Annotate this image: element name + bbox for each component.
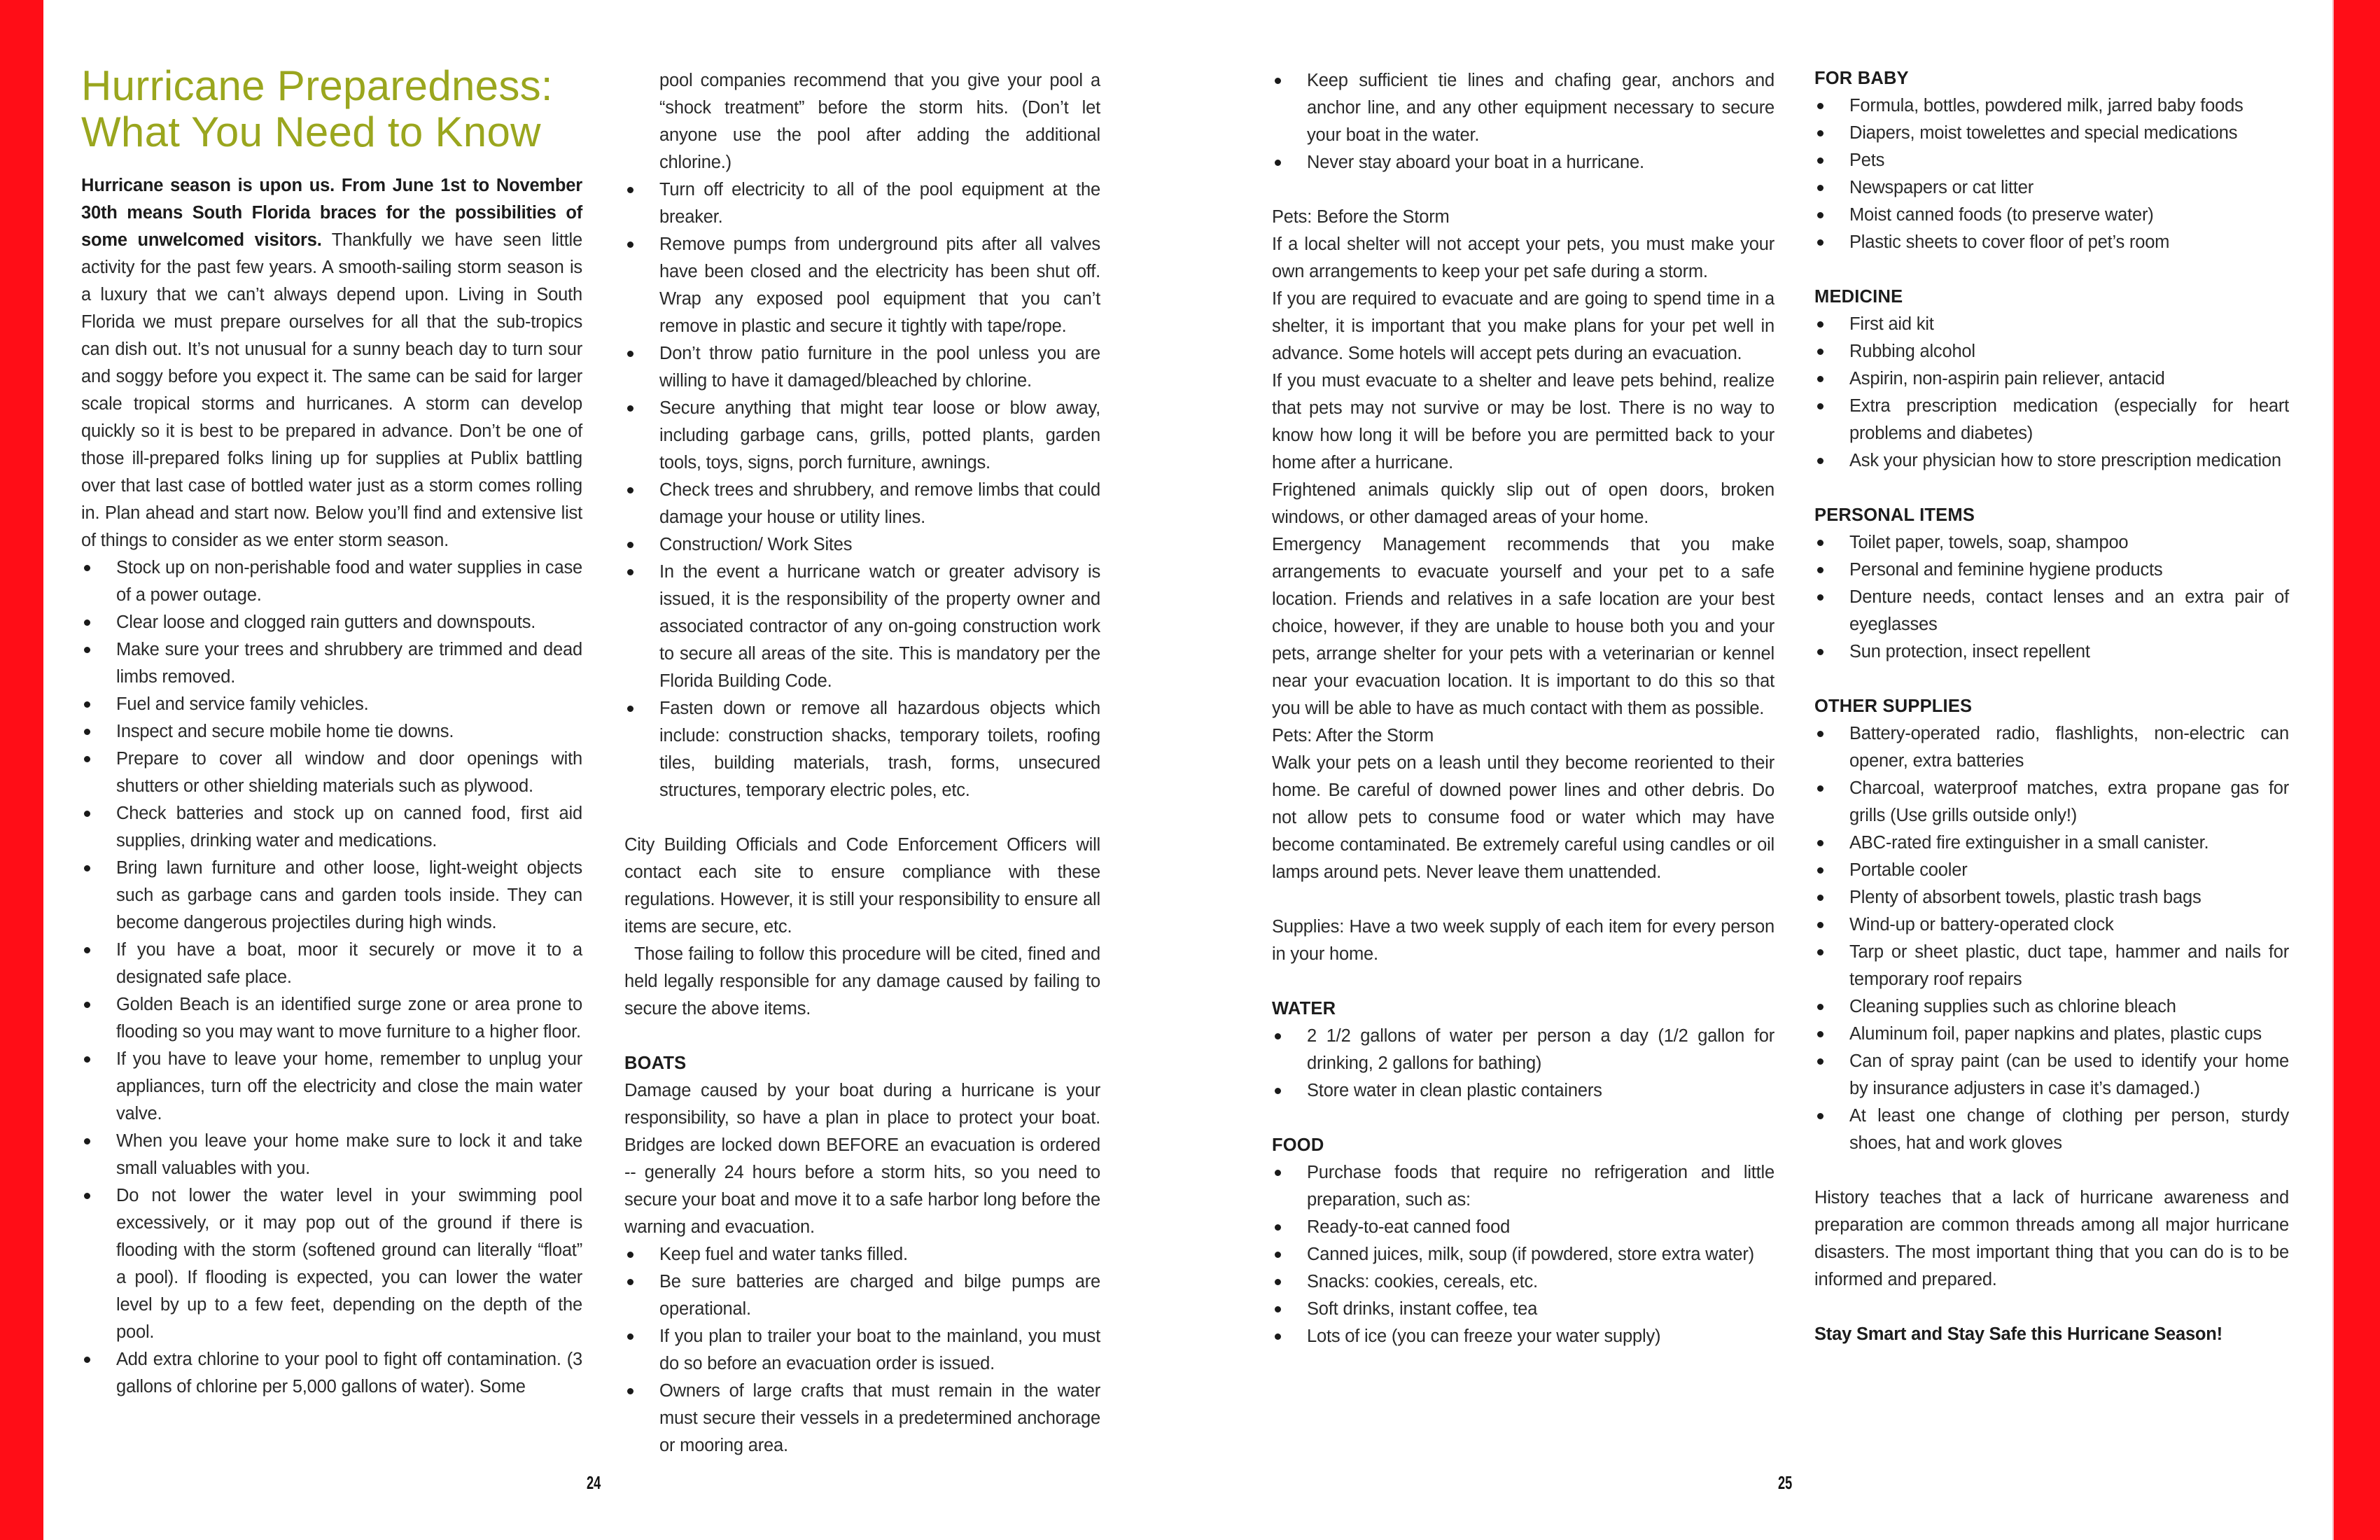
list-item: Portable cooler xyxy=(1814,857,2289,884)
list-item: Ask your physician how to store prescription medication xyxy=(1814,447,2289,475)
failing-paragraph: Those failing to follow this procedure will be cited, fined and held legally responsible for any damage caused by failing to secure the above items. xyxy=(624,944,1100,1018)
list-item: Plenty of absorbent towels, plastic trash bags xyxy=(1814,884,2289,911)
boats-paragraph: Damage caused by your boat during a hurricane is your responsibility, so have a plan in place to protect your boat. Bridges are locked down BEFORE an evacuation is ordered -- generally 24 hours before a storm hits, so you need to secure your boat and move it to a safe harbor long before the warning and evacuation. xyxy=(624,1081,1100,1237)
left-red-edge-bar xyxy=(0,0,43,1540)
other-supplies-heading: OTHER SUPPLIES xyxy=(1814,696,1973,716)
list-item: Golden Beach is an identified surge zone or area prone to flooding so you may want to move furniture to a higher floor. xyxy=(81,991,582,1046)
list-item: Stock up on non-perishable food and water supplies in case of a power outage. xyxy=(81,554,582,609)
list-item: Battery-operated radio, flashlights, non-electric can opener, extra batteries xyxy=(1814,720,2289,775)
list-item: Keep sufficient tie lines and chafing gear, anchors and anchor line, and any other equipment necessary to secure your boat in the water. xyxy=(1272,67,1774,149)
list-item: Diapers, moist towelettes and special medications xyxy=(1814,120,2289,147)
page-number-right: 25 xyxy=(1778,1472,1793,1493)
list-item: Charcoal, waterproof matches, extra propane gas for grills (Use grills outside only!) xyxy=(1814,775,2289,830)
medicine-heading: MEDICINE xyxy=(1814,287,1903,307)
list-item: In the event a hurricane watch or greater advisory is issued, it is the responsibility of the property owner and associated contractor of any on-going construction work to secure all areas of the site. This is mandatory per the Florida Building Code. xyxy=(624,559,1100,695)
title-line1: Hurricane Preparedness: xyxy=(81,62,553,109)
right-red-edge-bar xyxy=(2334,0,2380,1540)
list-item: Lots of ice (you can freeze your water supply) xyxy=(1272,1323,1774,1350)
page24-column2 xyxy=(624,67,1100,1460)
list-item: Turn off electricity to all of the pool equipment at the breaker. xyxy=(624,176,1100,231)
food-list xyxy=(1272,1159,1774,1350)
list-item: Bring lawn furniture and other loose, light-weight objects such as garbage cans and garden tools inside. They can become dangerous projectiles during high winds. xyxy=(81,855,582,937)
list-item: Cleaning supplies such as chlorine bleach xyxy=(1814,993,2289,1021)
list-item: Never stay aboard your boat in a hurricane. xyxy=(1272,149,1774,176)
pets-before-paragraph: Emergency Management recommends that you make arrangements to evacuate yourself and your pet to a safe location. Friends and relatives in a safe location are your best choice, however, if they are unable to house both you and your pets, arrange shelter for your pets with a veterinarian or kennel near your evacuation location. It is important to do this so that you will be able to have as much contact with them as possible. xyxy=(1272,535,1774,718)
boats-heading: BOATS xyxy=(624,1054,687,1073)
intro-text: Thankfully we have seen little activity for the past few years. A smooth-sailing storm season is a luxury that we can’t always depend upon. Living in South Florida we must prepare ourselves for all that the sub-tropics can dish out. It’s not unusual for a sunny beach day to turn sour and soggy before you expect it. The same can be said for larger scale tropical storms and hurricanes. A storm can develop quickly so it is best to be prepared in advance. Don’t be one of those ill-prepared folks lining up for supplies at Publix battling over that last case of bottled water just as a storm comes rolling in. Plan ahead and start now. Below you’ll find and extensive list of things to consider as we enter storm season. xyxy=(81,230,582,550)
list-item: Extra prescription medication (especially for heart problems and diabetes) xyxy=(1814,393,2289,447)
list-item: Toilet paper, towels, soap, shampoo xyxy=(1814,529,2289,556)
supplies-paragraph: Supplies: Have a two week supply of each item for every person in your home. xyxy=(1272,917,1774,964)
baby-heading: FOR BABY xyxy=(1814,69,1909,88)
page25-column2 xyxy=(1814,65,2289,1348)
personal-items-heading: PERSONAL ITEMS xyxy=(1814,505,1975,525)
list-item: Secure anything that might tear loose or blow away, including garbage cans, grills, potted plants, garden tools, toys, signs, porch furniture, awnings. xyxy=(624,395,1100,477)
list-item: When you leave your home make sure to lock it and take small valuables with you. xyxy=(81,1128,582,1182)
list-item: ABC-rated fire extinguisher in a small canister. xyxy=(1814,830,2289,857)
article-title xyxy=(81,63,582,155)
boats-list-continued xyxy=(1272,67,1774,176)
list-item: Rubbing alcohol xyxy=(1814,338,2289,365)
boats-list xyxy=(624,1241,1100,1460)
list-item: At least one change of clothing per person, sturdy shoes, hat and work gloves xyxy=(1814,1102,2289,1157)
list-item: If you have a boat, moor it securely or move it to a designated safe place. xyxy=(81,937,582,991)
title-line2: What You Need to Know xyxy=(81,108,541,155)
list-item: First aid kit xyxy=(1814,311,2289,338)
page-number-left: 24 xyxy=(587,1472,601,1493)
intro-bold: Hurricane season is upon us. From June 1st to November 30th means South Florida braces for the possibilities of some unwelcomed visitors. xyxy=(81,176,582,250)
list-item: Ready-to-eat canned food xyxy=(1272,1214,1774,1241)
water-list xyxy=(1272,1023,1774,1105)
closing-line: Stay Smart and Stay Safe this Hurricane Season! xyxy=(1814,1324,2222,1344)
water-heading: WATER xyxy=(1272,999,1336,1018)
list-item: Clear loose and clogged rain gutters and downspouts. xyxy=(81,609,582,636)
food-heading: FOOD xyxy=(1272,1135,1324,1155)
other-supplies-list xyxy=(1814,720,2289,1157)
list-item: Construction/ Work Sites xyxy=(624,531,1100,559)
list-item: Add extra chlorine to your pool to fight off contamination. (3 gallons of chlorine per 5,000 gallons of water). Some xyxy=(81,1346,582,1401)
list-item: Moist canned foods (to preserve water) xyxy=(1814,202,2289,229)
list-item: Canned juices, milk, soup (if powdered, store extra water) xyxy=(1272,1241,1774,1268)
pets-before-paragraph: If you must evacuate to a shelter and leave pets behind, realize that pets may not survive or may be lost. There is no way to know how long it will be before you are permitted back to your home after a hurricane. xyxy=(1272,371,1774,472)
list-item: Store water in clean plastic containers xyxy=(1272,1077,1774,1105)
list-item: Personal and feminine hygiene products xyxy=(1814,556,2289,584)
list-item: Soft drinks, instant coffee, tea xyxy=(1272,1296,1774,1323)
list-item: Newspapers or cat litter xyxy=(1814,174,2289,202)
medicine-list xyxy=(1814,311,2289,475)
list-item: If you have to leave your home, remember to unplug your appliances, turn off the electricity and close the main water valve. xyxy=(81,1046,582,1128)
list-item: Check trees and shrubbery, and remove limbs that could damage your house or utility lines. xyxy=(624,477,1100,531)
list-item: Remove pumps from underground pits after all valves have been closed and the electricity has been shut off. Wrap any exposed pool equipment that you can’t remove in plastic and secure it tightly with tape/rope. xyxy=(624,231,1100,340)
list-item: Sun protection, insect repellent xyxy=(1814,638,2289,666)
list-item: If you plan to trailer your boat to the mainland, you must do so before an evacuation order is issued. xyxy=(624,1323,1100,1378)
history-paragraph: History teaches that a lack of hurricane awareness and preparation are common threads among all major hurricane disasters. The most important thing that you can do is to be informed and prepared. xyxy=(1814,1188,2289,1289)
list-item: Denture needs, contact lenses and an extra pair of eyeglasses xyxy=(1814,584,2289,638)
pets-after-heading: Pets: After the Storm xyxy=(1272,726,1434,746)
list-item: Prepare to cover all window and door openings with shutters or other shielding materials such as plywood. xyxy=(81,746,582,800)
page25-column1 xyxy=(1272,67,1774,1350)
pool-continuation: pool companies recommend that you give your pool a “shock treatment” before the storm hits. (Don’t let anyone use the pool after adding the additional chlorine.) xyxy=(659,71,1100,172)
list-item: Purchase foods that require no refrigeration and little preparation, such as: xyxy=(1272,1159,1774,1214)
pool-and-site-list xyxy=(624,176,1100,804)
personal-items-list xyxy=(1814,529,2289,666)
pets-after-paragraph: Walk your pets on a leash until they become reoriented to their home. Be careful of downed power lines and other debris. Do not allow pets to consume food or water which may have become contaminated. Be extremely careful using candles or oil lamps around pets. Never leave them unattended. xyxy=(1272,753,1774,882)
list-item: Aluminum foil, paper napkins and plates, plastic cups xyxy=(1814,1021,2289,1048)
list-item: Fuel and service family vehicles. xyxy=(81,691,582,718)
list-item: Inspect and secure mobile home tie downs. xyxy=(81,718,582,746)
list-item: Pets xyxy=(1814,147,2289,174)
page24-column1 xyxy=(81,63,582,1401)
home-prep-list xyxy=(81,554,582,1401)
list-item: Wind-up or battery-operated clock xyxy=(1814,911,2289,939)
list-item: Make sure your trees and shrubbery are trimmed and dead limbs removed. xyxy=(81,636,582,691)
pets-before-paragraph: If a local shelter will not accept your pets, you must make your own arrangements to keep your pet safe during a storm. xyxy=(1272,234,1774,281)
list-item: Tarp or sheet plastic, duct tape, hammer and nails for temporary roof repairs xyxy=(1814,939,2289,993)
list-item: Keep fuel and water tanks filled. xyxy=(624,1241,1100,1268)
list-item: Owners of large crafts that must remain in the water must secure their vessels in a predetermined anchorage or mooring area. xyxy=(624,1378,1100,1460)
officials-paragraph: City Building Officials and Code Enforcement Officers will contact each site to ensure compliance with these regulations. However, it is still your responsibility to ensure all items are secure, etc. xyxy=(624,835,1100,937)
list-item: Formula, bottles, powdered milk, jarred baby foods xyxy=(1814,92,2289,120)
list-item: 2 1/2 gallons of water per person a day (1/2 gallon for drinking, 2 gallons for bathing) xyxy=(1272,1023,1774,1077)
list-item: Check batteries and stock up on canned food, first aid supplies, drinking water and medications. xyxy=(81,800,582,855)
list-item: Snacks: cookies, cereals, etc. xyxy=(1272,1268,1774,1296)
list-item: Be sure batteries are charged and bilge pumps are operational. xyxy=(624,1268,1100,1323)
baby-list xyxy=(1814,92,2289,256)
pets-before-heading: Pets: Before the Storm xyxy=(1272,207,1450,227)
list-item: Fasten down or remove all hazardous objects which include: construction shacks, temporary toilets, roofing tiles, building materials, trash, forms, unsecured structures, temporary electric poles, etc. xyxy=(624,695,1100,804)
list-item: Don’t throw patio furniture in the pool unless you are willing to have it damaged/bleached by chlorine. xyxy=(624,340,1100,395)
list-item: Can of spray paint (can be used to identify your home by insurance adjusters in case it’s damaged.) xyxy=(1814,1048,2289,1102)
list-item: Aspirin, non-aspirin pain reliever, antacid xyxy=(1814,365,2289,393)
list-item: Plastic sheets to cover floor of pet’s room xyxy=(1814,229,2289,256)
list-item: Do not lower the water level in your swimming pool excessively, or it may pop out of the ground if there is flooding with the storm (softened ground can literally “float” a pool). If flooding is expected, you can lower the water level by up to a few feet, depending on the depth of the pool. xyxy=(81,1182,582,1346)
pets-before-paragraph: If you are required to evacuate and are going to spend time in a shelter, it is important that you make plans for your pet well in advance. Some hotels will accept pets during an evacuation. xyxy=(1272,289,1774,363)
intro-paragraph xyxy=(81,172,582,554)
pets-before-paragraph: Frightened animals quickly slip out of open doors, broken windows, or other damaged areas of your home. xyxy=(1272,480,1774,527)
